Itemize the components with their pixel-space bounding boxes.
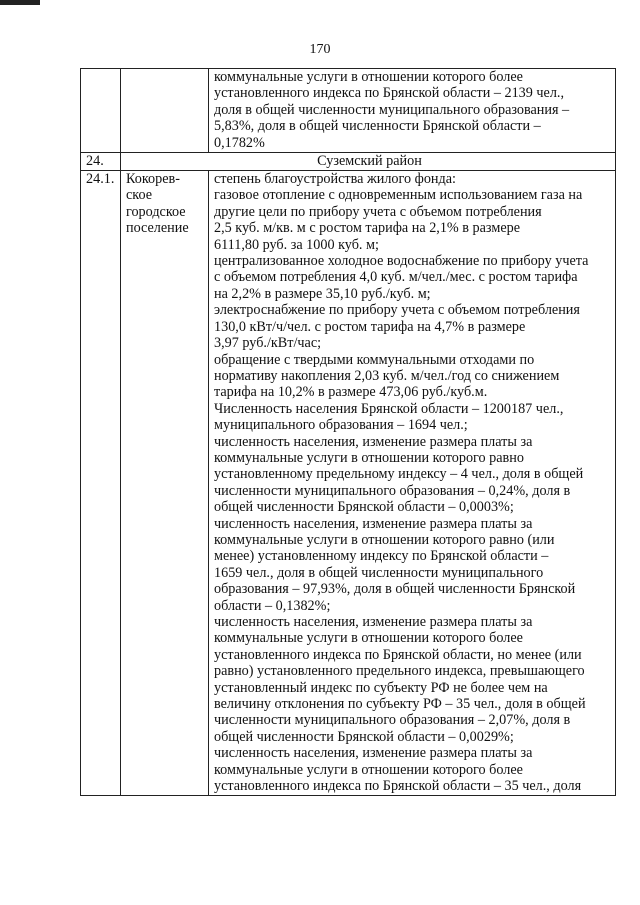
entry-text-line: численность населения, изменение размера платы за	[214, 433, 533, 450]
continuation-line: 0,1782%	[214, 134, 265, 151]
entry-text-line: коммунальные услуги в отношении которого равно (или	[214, 531, 555, 548]
entry-text-line: 6111,80 руб. за 1000 куб. м;	[214, 236, 379, 253]
continuation-line: установленного индекса по Брянской области – 2139 чел.,	[214, 85, 565, 102]
continuation-line: доля в общей численности муниципального образования –	[214, 101, 570, 118]
tariff-table	[80, 68, 616, 796]
scan-edge-mark	[0, 0, 40, 5]
entry-text-line: на 2,2% в размере 35,10 руб./куб. м;	[214, 285, 431, 302]
continuation-line: 5,83%, доля в общей численности Брянской области –	[214, 118, 541, 135]
entry-text-line: обращение с твердыми коммунальными отходами по	[214, 351, 535, 368]
continuation-name-cell	[121, 69, 209, 153]
entry-text-line: установленного индекса по Брянской области, но менее (или	[214, 646, 582, 663]
entry-name-line: Кокорев-	[126, 171, 180, 188]
entry-text-line: численность населения, изменение размера платы за	[214, 745, 533, 762]
entry-text-line: установленный индекс по субъекту РФ не более чем на	[214, 679, 548, 696]
entry-text-cell	[209, 171, 616, 796]
entry-row	[81, 171, 616, 796]
continuation-text-cell	[209, 69, 616, 153]
entry-text-line: коммунальные услуги в отношении которого более	[214, 761, 523, 778]
entry-text-line: степень благоустройства жилого фонда:	[214, 171, 456, 188]
entry-text-line: величину отклонения по субъекту РФ – 35 чел., доля в общей	[214, 696, 586, 713]
entry-text-line: 3,97 руб./кВт/час;	[214, 335, 322, 352]
entry-text-line: газовое отопление с одновременным использованием газа на	[214, 187, 583, 204]
continuation-row	[81, 69, 616, 153]
continuation-number-cell	[81, 69, 121, 153]
entry-name-cell	[121, 171, 209, 796]
page-number: 170	[309, 42, 331, 57]
entry-text-line: менее) установленному индексу по Брянской области –	[214, 548, 549, 565]
entry-text-line: электроснабжение по прибору учета с объемом потребления	[214, 302, 580, 319]
entry-number: 24.1.	[81, 171, 121, 796]
entry-text-line: установленному предельному индексу – 4 чел., доля в общей	[214, 466, 584, 483]
entry-text-line: 130,0 кВт/ч/чел. с ростом тарифа на 4,7% в размере	[214, 318, 526, 335]
district-number: 24.	[81, 153, 121, 171]
entry-text-line: равно) установленного предельного индекса, превышающего	[214, 663, 585, 680]
entry-text-line: коммунальные услуги в отношении которого равно	[214, 449, 524, 466]
entry-text-line: численность населения, изменение размера платы за	[214, 515, 533, 532]
entry-text-line: муниципального образования – 1694 чел.;	[214, 417, 468, 434]
entry-text-line: численности муниципального образования – 0,24%, доля в	[214, 482, 571, 499]
entry-text-line: тарифа на 10,2% в размере 473,06 руб./куб.м.	[214, 384, 488, 401]
entry-name-line: поселение	[126, 220, 189, 237]
entry-name-line: городское	[126, 203, 186, 220]
entry-text-line: численности муниципального образования – 2,07%, доля в	[214, 712, 571, 729]
entry-name-line: ское	[126, 187, 153, 204]
entry-text-line: 2,5 куб. м/кв. м с ростом тарифа на 2,1% в размере	[214, 220, 521, 237]
entry-text-line: общей численности Брянской области – 0,0003%;	[214, 499, 514, 516]
entry-text-line: 1659 чел., доля в общей численности муниципального	[214, 564, 544, 581]
entry-text-line: Численность населения Брянской области – 1200187 чел.,	[214, 400, 564, 417]
entry-text-line: образования – 97,93%, доля в общей численности Брянской	[214, 581, 576, 598]
entry-text-line: общей численности Брянской области – 0,0029%;	[214, 728, 514, 745]
district-name: Суземский район	[121, 153, 616, 171]
continuation-line: коммунальные услуги в отношении которого более	[214, 69, 523, 85]
entry-text-line: области – 0,1382%;	[214, 597, 331, 614]
entry-text-line: нормативу накопления 2,03 куб. м/чел./год со снижением	[214, 367, 560, 384]
entry-text-line: централизованное холодное водоснабжение по прибору учета	[214, 253, 589, 270]
entry-text-line: установленного индекса по Брянской области – 35 чел., доля	[214, 778, 582, 795]
district-row	[81, 153, 616, 171]
entry-text-line: с объемом потребления 4,0 куб. м/чел./мес. с ростом тарифа	[214, 269, 578, 286]
entry-text-line: коммунальные услуги в отношении которого более	[214, 630, 523, 647]
entry-text-line: другие цели по прибору учета с объемом потребления	[214, 203, 542, 220]
entry-text-line: численность населения, изменение размера платы за	[214, 614, 533, 630]
